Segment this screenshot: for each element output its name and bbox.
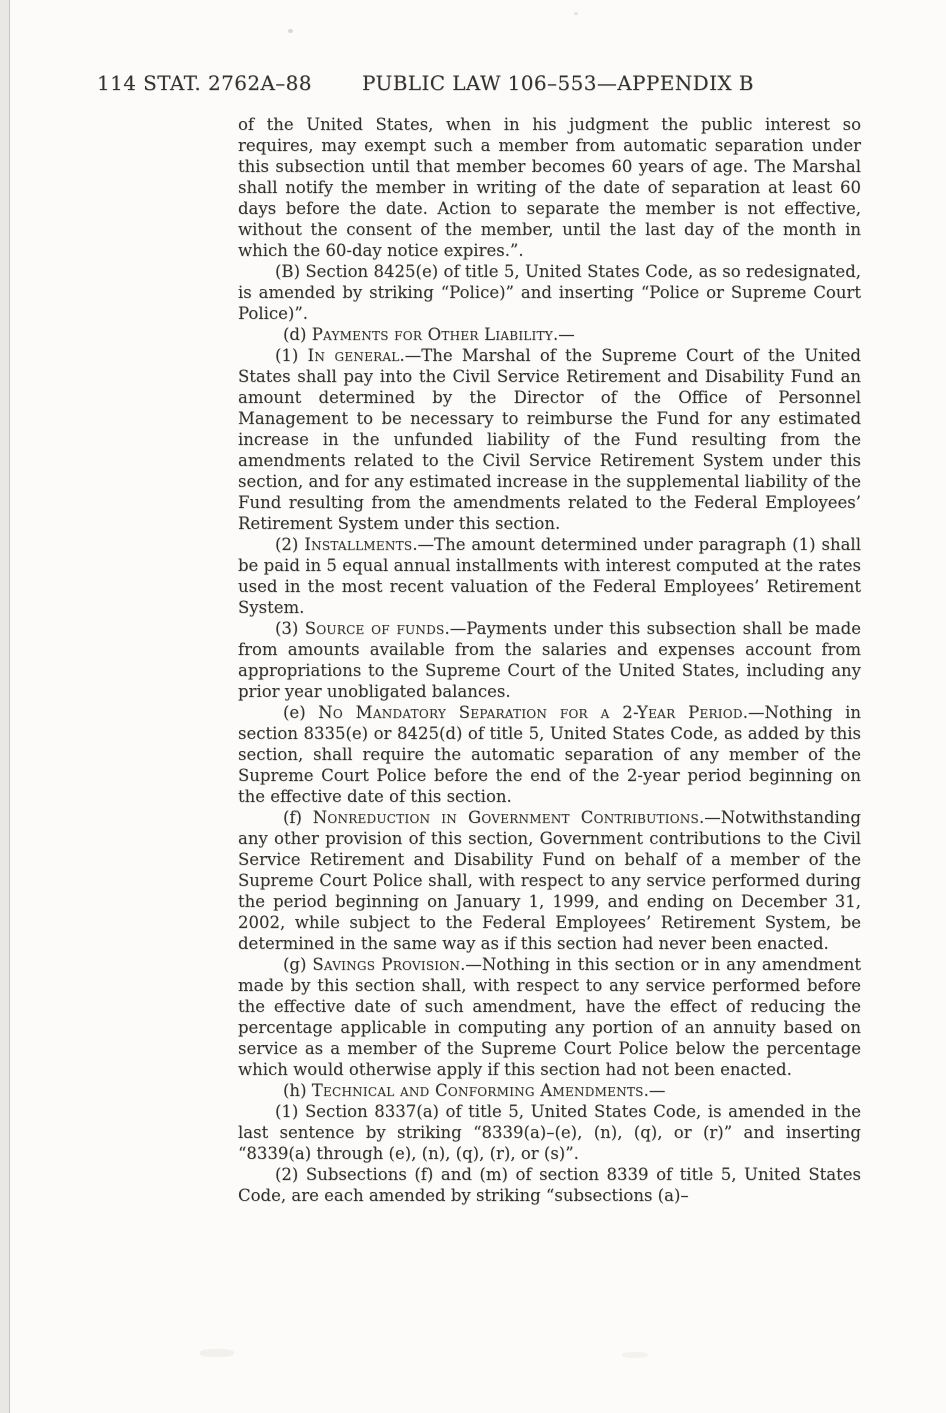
paragraph-text: .—The Marshal of the Supreme Court of the United States shall pay into the Civil Service Retirement and Disability Fund an amount determined by the Director of the Office of Personnel Management to be necessary to reimburse the Fund for any estimated increase in the unfunded liability of the Fund resulting from the amendments related to the Civil Service Retirement System under this section, and for any estimated increase in the supplemental liability of the Fund resulting from the amendments related to the Federal Employees’ Retirement System under this section. — [238, 346, 861, 533]
subsection-g — [238, 954, 861, 1080]
paragraph-text: .—Nothing in section 8335(e) or 8425(d) of title 5, United States Code, as added by this section, shall require the automatic separation of any member of the Supreme Court Police before the end of the 2-year period beginning on the effective date of this section. — [238, 703, 861, 806]
law-title: PUBLIC LAW 106–553—APPENDIX B — [361, 71, 754, 95]
paragraph-h2 — [238, 1164, 861, 1206]
stat-page-number: 114 STAT. 2762A–88 — [97, 71, 312, 95]
running-head — [97, 71, 754, 96]
paragraph-text: .—The amount determined under paragraph (1) shall be paid in 5 equal annual installments with interest computed at the rates used in the most recent valuation of the Federal Employees’ Retirement System. — [238, 535, 861, 617]
paragraph-title: Source of funds — [304, 619, 445, 638]
paragraph-text: .—Payments under this subsection shall be made from amounts available from the salaries and expenses account from appropriations to the Supreme Court of the United States, including any prior year unobligated balances. — [238, 619, 862, 701]
paragraph-h1 — [238, 1101, 861, 1164]
paragraph-label: (3) — [275, 619, 305, 638]
subsection-title: Payments for Other Liability — [311, 325, 553, 344]
subsection-title: Savings Provision — [312, 955, 461, 974]
dash: .— — [552, 325, 575, 344]
paragraph-text: (B) Section 8425(e) of title 5, United States Code, as so redesignated, is amended by striking “Police)” and inserting “Police or Supreme Court Police)”. — [238, 262, 861, 323]
subsection-title: Nonreduction in Government Contributions — [312, 808, 699, 827]
paragraph-d3 — [238, 618, 861, 702]
scan-speck — [288, 29, 293, 33]
subsection-label: (d) — [283, 325, 312, 344]
paragraph-d1 — [238, 345, 861, 534]
scan-speck — [574, 12, 578, 15]
subsection-title: No Mandatory Separation for a 2-Year Period — [318, 703, 743, 722]
subsection-label: (h) — [283, 1081, 312, 1100]
scan-smudge — [200, 1349, 234, 1357]
scan-left-edge-shadow — [0, 0, 10, 1413]
paragraph-text: of the United States, when in his judgment the public interest so requires, may exempt such a member from automatic separation under this subsection until that member becomes 60 years of age. The Marshal shall notify the member in writing of the date of separation at least 60 days before the date. Action to separate the member is not effective, without the consent of the member, until the last day of the month in which the 60-day notice expires.”. — [238, 115, 861, 260]
paragraph-d2 — [238, 534, 861, 618]
scan-smudge — [622, 1352, 648, 1358]
paragraph-title: In general — [307, 346, 400, 365]
subsection-f — [238, 807, 861, 954]
dash: .— — [643, 1081, 666, 1100]
paragraph-label: (2) — [275, 535, 305, 554]
quoted-text-continuation — [238, 114, 861, 261]
subsection-title: Technical and Conforming Amendments — [311, 1081, 644, 1100]
paragraph-text: .—Nothing in this section or in any amendment made by this section shall, with respect to any service performed before the effective date of such amendment, have the effect of reducing the percentage applicable in computing any portion of an annuity based on service as a member of the Supreme Court Police below the percentage which would otherwise apply if this section had not been enacted. — [238, 955, 861, 1079]
subparagraph-B — [238, 261, 861, 324]
subsection-e — [238, 702, 861, 807]
subsection-d-heading — [238, 324, 861, 345]
subsection-label: (e) — [283, 703, 319, 722]
subsection-label: (f) — [283, 808, 313, 827]
subsection-label: (g) — [283, 955, 313, 974]
paragraph-label: (1) — [275, 346, 308, 365]
statute-body-text — [238, 114, 861, 1206]
paragraph-text: .—Notwithstanding any other provision of this section, Government contributions to the Civil Service Retirement and Disability Fund on behalf of a member of the Supreme Court Police shall, with respect to any service performed during the period beginning on January 1, 1999, and ending on December 31, 2002, while subject to the Federal Employees’ Retirement System, be determined in the same way as if this section had never been enacted. — [238, 808, 861, 953]
paragraph-text: (2) Subsections (f) and (m) of section 8339 of title 5, United States Code, are each amended by striking “subsections (a)– — [238, 1165, 861, 1205]
subsection-h-heading — [238, 1080, 861, 1101]
paragraph-title: Installments — [304, 535, 413, 554]
paragraph-text: (1) Section 8337(a) of title 5, United States Code, is amended in the last sentence by striking “8339(a)–(e), (n), (q), or (r)” and inserting “8339(a) through (e), (n), (q), (r), or (s)”. — [238, 1102, 861, 1163]
